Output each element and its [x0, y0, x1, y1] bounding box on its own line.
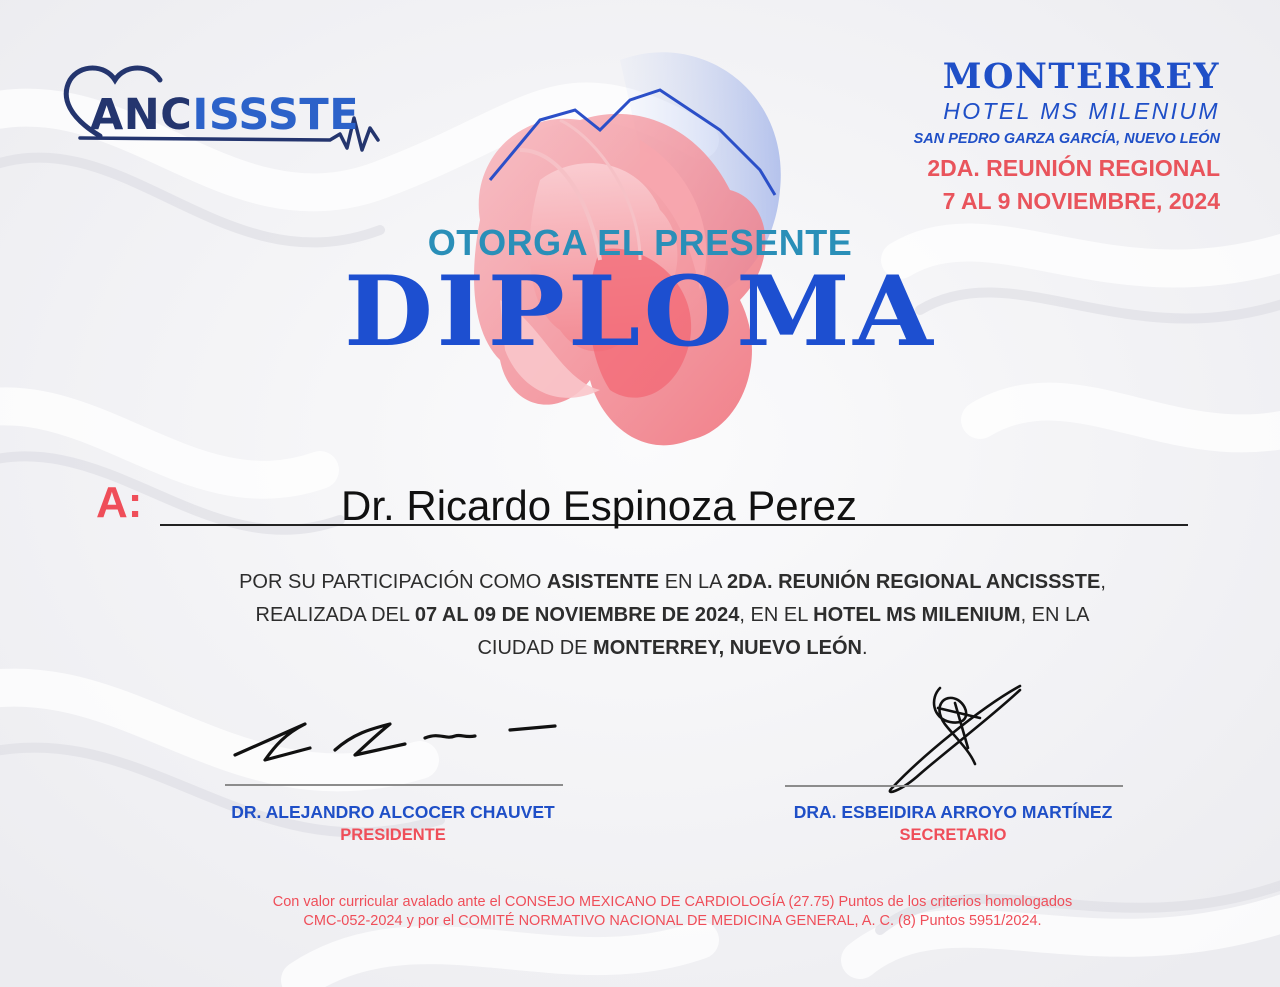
- signature-secretary: [880, 678, 1040, 798]
- signature-president: [225, 710, 565, 780]
- body-text-2: EN LA: [659, 571, 727, 593]
- body-text-6: , EN LA: [1020, 604, 1090, 626]
- body-text-7: CIUDAD DE: [477, 637, 594, 659]
- event-place: SAN PEDRO GARZA GARCÍA, NUEVO LEÓN: [913, 131, 1220, 147]
- body-text-5: , EN EL: [739, 604, 814, 626]
- recipient-label: A:: [96, 478, 143, 527]
- body-text-8: .: [861, 637, 868, 659]
- diploma-title: DIPLOMA: [344, 255, 936, 368]
- body-bold-hotel: HOTEL MS MILENIUM: [813, 604, 1021, 626]
- body-bold-attendee: ASISTENTE: [546, 571, 660, 593]
- secretary-name: DRA. ESBEIDIRA ARROYO MARTÍNEZ: [793, 802, 1113, 822]
- body-text-1: POR SU PARTICIPACIÓN COMO: [239, 571, 547, 593]
- event-meeting: 2DA. REUNIÓN REGIONAL: [927, 155, 1220, 181]
- ancissste-logo: [60, 58, 390, 158]
- logo-wordmark: [90, 90, 360, 140]
- accreditation-note: [160, 893, 1185, 931]
- logo-part-anc: ANC: [90, 90, 193, 140]
- accreditation-line-2: CMC-052-2024 y por el COMITÉ NORMATIVO NACIONAL DE MEDICINA GENERAL, A. C. (8) Puntos 5951/2024.: [303, 913, 1042, 929]
- participation-text: [140, 566, 1205, 665]
- body-text-3: ,: [1100, 571, 1106, 593]
- accreditation-line-1: Con valor curricular avalado ante el CONSEJO MEXICANO DE CARDIOLOGÍA (27.75) Puntos de los criterios homologados: [272, 894, 1073, 910]
- event-hotel: HOTEL MS MILENIUM: [943, 98, 1220, 124]
- signature-line-secretary: [785, 785, 1123, 787]
- body-bold-dates: 07 AL 09 DE NOVIEMBRE DE 2024: [414, 604, 740, 626]
- logo-part-issste: ISSSTE: [192, 90, 360, 140]
- secretary-role: SECRETARIO: [899, 826, 1007, 844]
- president-role: PRESIDENTE: [340, 826, 446, 844]
- event-dates: 7 AL 9 NOVIEMBRE, 2024: [942, 188, 1220, 214]
- grants-heading: OTORGA EL PRESENTE: [427, 222, 853, 263]
- event-city: MONTERREY: [942, 56, 1220, 97]
- body-bold-meeting: 2DA. REUNIÓN REGIONAL ANCISSSTE: [726, 571, 1101, 593]
- body-bold-city: MONTERREY, NUEVO LEÓN: [593, 637, 862, 659]
- signature-line-president: [225, 784, 563, 786]
- president-name: DR. ALEJANDRO ALCOCER CHAUVET: [231, 802, 555, 822]
- body-text-4: REALIZADA DEL: [255, 604, 415, 626]
- recipient-name: Dr. Ricardo Espinoza Perez: [341, 482, 857, 529]
- event-info: [800, 58, 1220, 218]
